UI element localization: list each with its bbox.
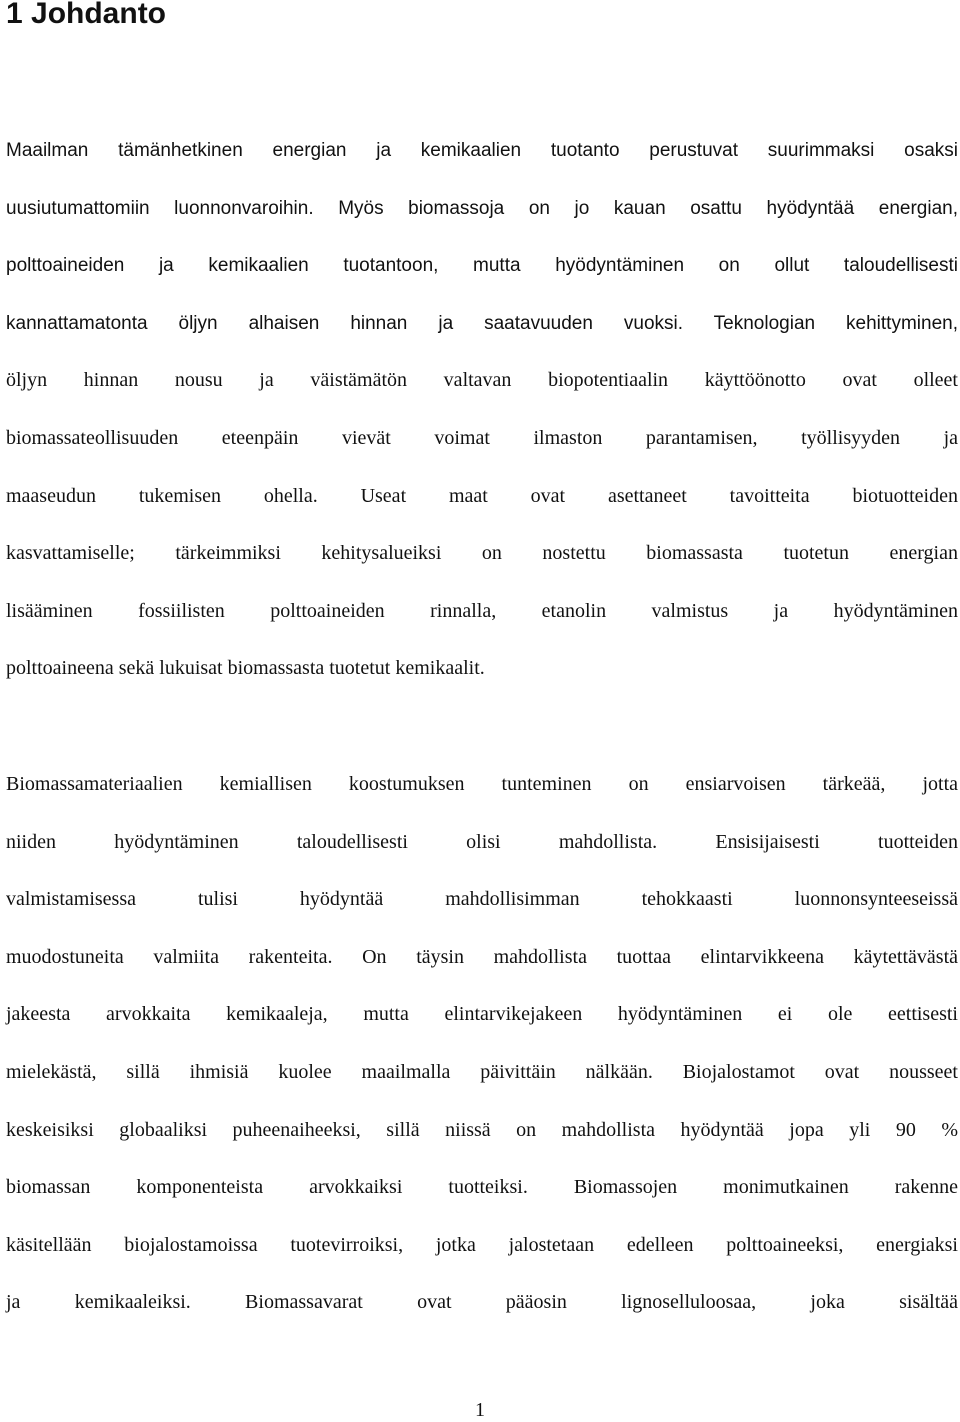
paragraph-2 (6, 756, 958, 1332)
text-line: kannattamatonta öljyn alhaisen hinnan ja saatavuuden vuoksi. Teknologian kehittyminen, (6, 312, 958, 334)
text-line: kasvattamiselle; tärkeimmiksi kehitysalueiksi on nostettu biomassasta tuotetun energian (6, 542, 958, 565)
text-line: Biomassamateriaalien kemiallisen koostumuksen tunteminen on ensiarvoisen tärkeää, jotta (6, 773, 958, 795)
text-line: biomassan komponenteista arvokkaiksi tuotteiksi. Biomassojen monimutkainen rakenne (6, 1176, 958, 1199)
chapter-heading: 1 Johdanto (6, 0, 167, 30)
page-number: 1 (475, 1399, 485, 1421)
text-line: uusiutumattomiin luonnonvaroihin. Myös biomassoja on jo kauan osattu hyödyntää energian, (6, 197, 958, 219)
text-line: öljyn hinnan nousu ja väistämätön valtavan biopotentiaalin käyttöönotto ovat olleet (6, 369, 958, 392)
text-line: mielekästä, sillä ihmisiä kuolee maailmalla päivittäin nälkään. Biojalostamot ovat nousseet (6, 1060, 958, 1083)
text-line: lisääminen fossiilisten polttoaineiden rinnalla, etanolin valmistus ja hyödyntäminen (6, 599, 958, 622)
text-line: valmistamisessa tulisi hyödyntää mahdollisimman tehokkaasti luonnonsynteeseissä (6, 888, 958, 911)
text-line: Maailman tämänhetkinen energian ja kemikaalien tuotanto perustuvat suurimmaksi osaksi (6, 140, 958, 161)
text-line: käsitellään biojalostamoissa tuotevirroiksi, jotka jalostetaan edelleen polttoaineeksi, energiaksi (6, 1233, 958, 1256)
text-line: biomassateollisuuden eteenpäin vievät voimat ilmaston parantamisen, työllisyyden ja (6, 426, 958, 449)
text-line: polttoaineiden ja kemikaalien tuotantoon, mutta hyödyntäminen on ollut taloudellisesti (6, 255, 958, 277)
text-line: ja kemikaaleiksi. Biomassavarat ovat pääosin lignoselluloosaa, joka sisältää (6, 1291, 958, 1314)
text-line: muodostuneita valmiita rakenteita. On täysin mahdollista tuottaa elintarvikkeena käytettävästä (6, 945, 958, 968)
text-line: jakeesta arvokkaita kemikaaleja, mutta elintarvikejakeen hyödyntäminen ei ole eettisesti (6, 1003, 958, 1026)
text-line: maaseudun tukemisen ohella. Useat maat ovat asettaneet tavoitteita biotuotteiden (6, 484, 958, 507)
paragraph-1 (6, 122, 958, 698)
text-line: niiden hyödyntäminen taloudellisesti olisi mahdollista. Ensisijaisesti tuotteiden (6, 830, 958, 853)
text-line: keskeisiksi globaaliksi puheenaiheeksi, sillä niissä on mahdollista hyödyntää jopa yli 90 % (6, 1118, 958, 1141)
text-line: polttoaineena sekä lukuisat biomassasta tuotetut kemikaalit. (6, 657, 485, 680)
